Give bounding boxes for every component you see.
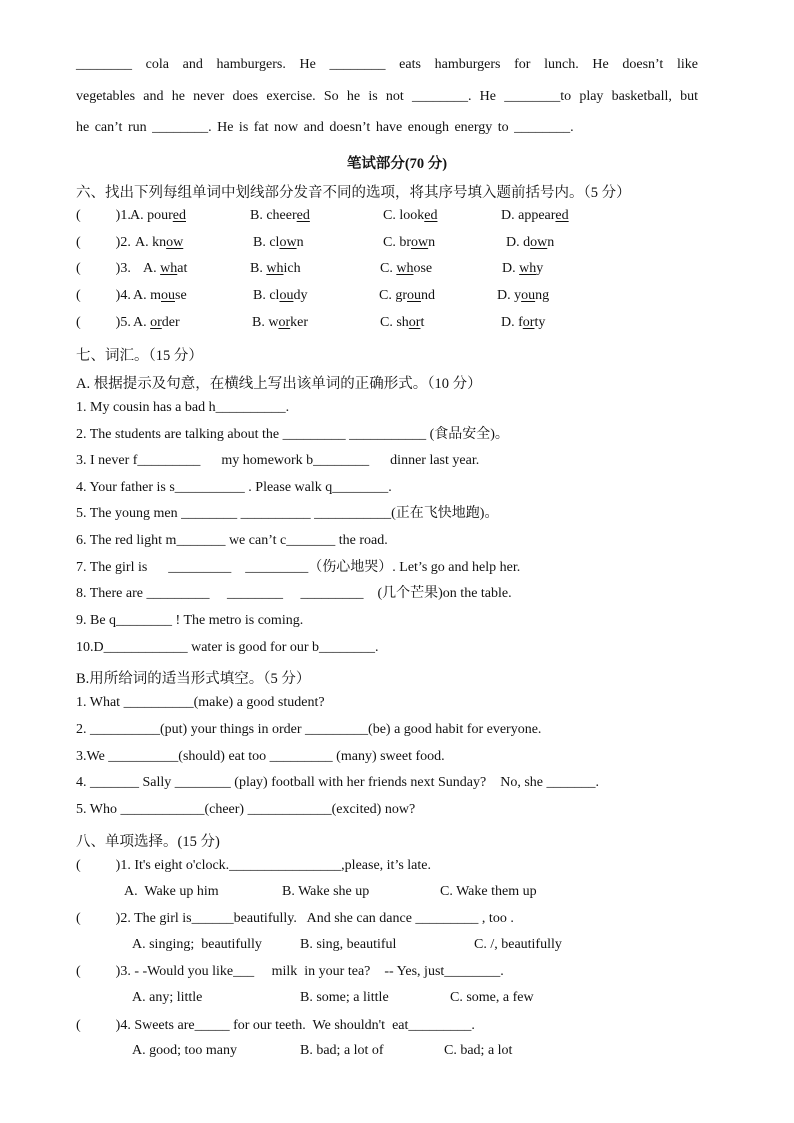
phonics-option-c [380,315,424,331]
phonics-option-b [250,261,301,277]
option-text: A. kn [135,235,167,250]
fill-item: 1. What __________(make) a good student? [76,695,325,710]
option-text: n [547,235,555,250]
option-text: A. [143,261,161,276]
phonics-option-a [130,208,186,224]
mc-option: A. singing; beautifully [132,937,262,952]
underlined-letters: ed [555,208,569,223]
option-text: B. [250,261,267,276]
underlined-letters: ed [296,208,310,223]
option-text: C. gr [379,288,407,303]
underlined-letters: or [522,315,535,330]
option-text: C. br [383,235,411,250]
option-text: D. d [506,235,531,250]
section7-partB-heading: B.用所给词的适当形式填空。（5 分） [76,671,311,687]
vocab-item: 3. I never f_________ my homework b________ dinner last year. [76,453,480,468]
mc-option: C. some, a few [450,990,534,1005]
option-text: B. w [252,315,279,330]
underlined-letters: ow [411,235,429,250]
phonics-question-number: ( )4. [76,288,131,303]
underlined-letters: ou [521,288,536,303]
option-text: t [420,315,425,330]
option-text: ker [290,315,309,330]
underlined-letters: ou [161,288,175,303]
phonics-option-d [501,208,569,224]
phonics-option-c [379,288,435,304]
passage-line-1: ________ cola and hamburgers. He ________ eats hamburgers for lunch. He doesn’t like [76,57,698,72]
section6-heading: 六、找出下列每组单词中划线部分发音不同的选项，将其序号填入题前括号内。（5 分） [76,185,631,201]
vocab-item: 7. The girl is _________ _________（伤心地哭）. Let’s go and help her. [76,560,521,575]
vocab-item: 6. The red light m_______ we can’t c_______ the road. [76,533,388,548]
phonics-option-b [252,315,308,331]
phonics-option-a [143,261,187,277]
option-text: D. f [501,315,523,330]
fill-item: 5. Who ____________(cheer) ____________(excited) now? [76,802,416,817]
underlined-letters: wh [519,261,537,276]
phonics-question-number: ( )3. [76,261,131,276]
option-text: D. y [497,288,522,303]
option-text: C. sh [380,315,409,330]
vocab-item: 9. Be q________ ! The metro is coming. [76,613,304,628]
section8-heading: 八、单项选择。(15 分) [76,834,220,850]
mc-option: A. any; little [132,990,203,1005]
underlined-letters: ow [279,235,297,250]
phonics-question-number: ( )1. [76,208,131,223]
fill-item: 2. __________(put) your things in order _________(be) a good habit for everyone. [76,722,542,737]
mc-question-stem: ( )1. It's eight o'clock.________________,please, it’s late. [76,858,431,873]
vocab-item: 8. There are _________ ________ _________ (几个芒果)on the table. [76,586,512,601]
phonics-option-a [133,315,180,331]
phonics-option-b [253,288,307,304]
vocab-item: 1. My cousin has a bad h__________. [76,400,290,415]
option-text: B. cheer [250,208,297,223]
underlined-letters: or [408,315,421,330]
vocab-item: 10.D____________ water is good for our b________. [76,640,379,655]
mc-option: B. some; a little [300,990,389,1005]
option-text: dy [293,288,308,303]
phonics-option-b [253,235,304,251]
option-text: D. appear [501,208,556,223]
option-text: ng [535,288,550,303]
mc-option: A. good; too many [132,1043,237,1058]
phonics-option-a [133,288,187,304]
option-text: C. look [383,208,425,223]
vocab-item: 4. Your father is s__________ . Please walk q________. [76,480,392,495]
mc-option: C. Wake them up [440,884,537,899]
mc-option: C. bad; a lot [444,1043,513,1058]
option-text: der [161,315,180,330]
option-text: nd [421,288,435,303]
option-text: A. pour [130,208,173,223]
underlined-letters: or [278,315,291,330]
underlined-letters: ou [279,288,294,303]
mc-option: B. Wake she up [282,884,370,899]
mc-option: A. Wake up him [124,884,219,899]
passage-line-2: vegetables and he never does exercise. So he is not ________. He ________to play basketball, but [76,89,698,104]
underlined-letters: wh [396,261,414,276]
mc-option: B. sing, beautiful [300,937,397,952]
phonics-option-c [380,261,432,277]
option-text: se [175,288,187,303]
underlined-letters: ed [172,208,186,223]
option-text: A. [133,315,151,330]
phonics-option-d [506,235,554,251]
option-text: C. [380,261,397,276]
phonics-option-b [250,208,310,224]
option-text: ty [534,315,546,330]
vocab-item: 2. The students are talking about the _________ ___________ (食品安全)。 [76,427,509,442]
phonics-question-number: ( )5. [76,315,131,330]
phonics-option-d [497,288,549,304]
mc-option: C. /, beautifully [474,937,562,952]
option-text: y [536,261,544,276]
option-text: at [177,261,188,276]
phonics-question-number: ( )2. [76,235,131,250]
underlined-letters: wh [160,261,178,276]
passage-line-3: he can’t run ________. He is fat now and doesn’t have enough energy to ________. [76,120,574,135]
section7-heading: 七、词汇。（15 分） [76,348,203,364]
option-text: n [296,235,304,250]
fill-item: 4. _______ Sally ________ (play) football with her friends next Sunday? No, she _______. [76,775,599,790]
vocab-item: 5. The young men ________ __________ ___________(正在飞快地跑)。 [76,506,499,521]
phonics-option-d [501,315,545,331]
underlined-letters: ed [424,208,438,223]
phonics-option-c [383,208,437,224]
option-text: B. cl [253,288,280,303]
option-text: D. [502,261,520,276]
mc-question-stem: ( )2. The girl is______beautifully. And she can dance _________ , too . [76,911,514,926]
mc-question-stem: ( )3. - -Would you like___ milk in your tea? -- Yes, just________. [76,964,504,979]
phonics-option-d [502,261,543,277]
fill-item: 3.We __________(should) eat too _________ (many) sweet food. [76,749,445,764]
section7-partA-heading: A. 根据提示及句意，在横线上写出该单词的正确形式。（10 分） [76,376,482,392]
underlined-letters: or [150,315,162,330]
underlined-letters: ow [530,235,548,250]
underlined-letters: wh [266,261,284,276]
option-text: ich [283,261,301,276]
option-text: n [428,235,436,250]
option-text: B. cl [253,235,280,250]
mc-option: B. bad; a lot of [300,1043,384,1058]
phonics-option-c [383,235,435,251]
option-text: A. m [133,288,161,303]
underlined-letters: ow [166,235,184,250]
mc-question-stem: ( )4. Sweets are_____ for our teeth. We shouldn't eat_________. [76,1018,475,1033]
underlined-letters: ou [407,288,421,303]
option-text: ose [413,261,433,276]
written-part-title: 笔试部分(70 分) [346,156,448,172]
phonics-option-a [135,235,183,251]
